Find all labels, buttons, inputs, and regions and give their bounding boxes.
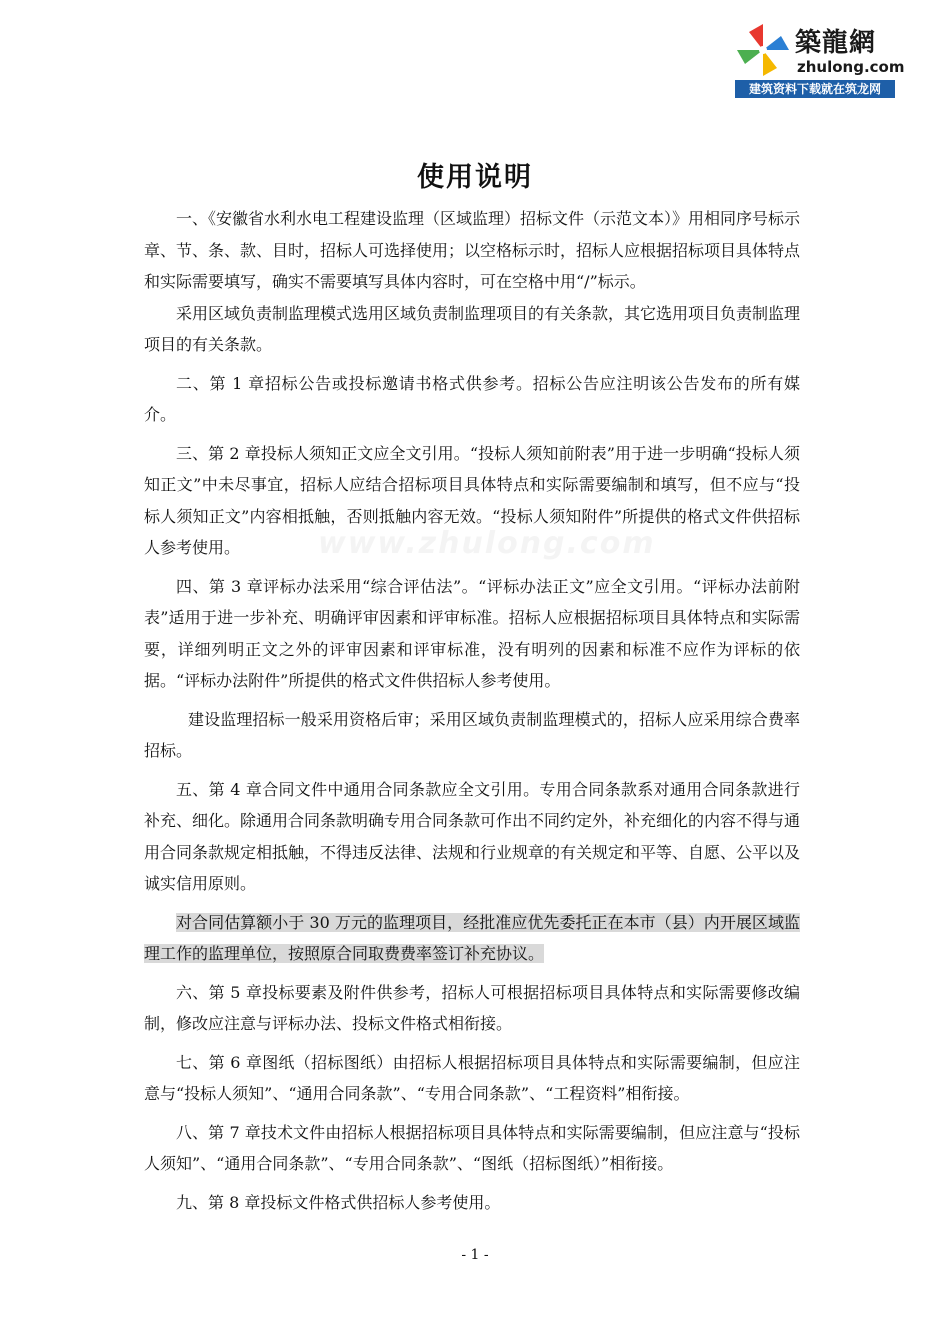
logo-name: 築龍網 <box>795 28 877 58</box>
pinwheel-center <box>759 46 767 54</box>
pinwheel-blade-yellow <box>763 50 777 76</box>
paragraph: 三、第 2 章投标人须知正文应全文引用。“投标人须知前附表”用于进一步明确“投标人须知正文”中未尽事宜，招标人应结合招标项目具体特点和实际需要编制和填写，但不应与“投标人须知正文”内容相抵触，否则抵触内容无效。“投标人须知附件”所提供的格式文件供招标人参考使用。 <box>144 443 800 557</box>
paragraph: 二、第 1 章招标公告或投标邀请书格式供参考。招标公告应注明该公告发布的所有媒介。 <box>144 373 800 424</box>
pinwheel-blade-red <box>749 24 763 50</box>
zhulong-logo <box>735 18 905 98</box>
paragraph: 五、第 4 章合同文件中通用合同条款应全文引用。专用合同条款系对通用合同条款进行补充、细化。除通用合同条款明确专用合同条款可作出不同约定外，补充细化的内容不得与通用合同条款规定相抵触，不得违反法律、法规和行业规章的有关规定和平等、自愿、公平以及诚实信用原则。 <box>144 779 801 893</box>
watermark-text: www.zhulong.com <box>318 526 656 561</box>
logo-domain: zhulong.com <box>797 58 905 76</box>
logo-tagline: 建筑资料下载就在筑龙网 <box>735 80 895 98</box>
paragraph: 六、第 5 章投标要素及附件供参考，招标人可根据招标项目具体特点和实际需要修改编制，修改应注意与评标办法、投标文件格式相衔接。 <box>144 982 800 1033</box>
pinwheel-blade-blue <box>763 36 789 50</box>
document-body <box>144 203 800 1218</box>
paragraph: 采用区域负责制监理模式选用区域负责制监理项目的有关条款，其它选用项目负责制监理项目的有关条款。 <box>144 303 801 354</box>
paragraph: 八、第 7 章技术文件由招标人根据招标项目具体特点和实际需要编制，但应注意与“投标人须知”、“通用合同条款”、“专用合同条款”、“图纸（招标图纸）”相衔接。 <box>144 1122 800 1173</box>
page-number: - 1 - <box>461 1247 489 1263</box>
paragraph: 一、《安徽省水利水电工程建设监理（区域监理）招标文件（示范文本）》用相同序号标示章、节、条、款、目时，招标人可选择使用；以空格标示时，招标人应根据招标项目具体特点和实际需要填写，确实不需要填写具体内容时，可在空格中用“/”标示。 <box>144 209 801 291</box>
paragraph: 七、第 6 章图纸（招标图纸）由招标人根据招标项目具体特点和实际需要编制，但应注意与“投标人须知”、“通用合同条款”、“专用合同条款”、“工程资料”相衔接。 <box>144 1052 800 1103</box>
paragraph: 四、第 3 章评标办法采用“综合评估法”。“评标办法正文”应全文引用。“评标办法前附表”适用于进一步补充、明确评审因素和评审标准。招标人应根据招标项目具体特点和实际需要，详细列明正文之外的评审因素和评审标准，没有明列的因素和标准不应作为评标的依据。“评标办法附件”所提供的格式文件供招标人参考使用。 <box>144 576 800 690</box>
paragraph: 九、第 8 章投标文件格式供招标人参考使用。 <box>176 1192 501 1212</box>
highlighted-text: 对合同估算额小于 30 万元的监理项目，经批准应优先委托正在本市（县）内开展区域监理工作的监理单位，按照原合同取费费率签订补充协议。 <box>144 912 800 963</box>
pinwheel-logo-icon <box>735 22 791 78</box>
pinwheel-blade-green <box>737 50 763 64</box>
highlighted-paragraph <box>144 907 800 970</box>
paragraph: 建设监理招标一般采用资格后审；采用区域负责制监理模式的，招标人应采用综合费率招标。 <box>144 709 800 760</box>
page-title: 使用说明 <box>417 162 533 193</box>
